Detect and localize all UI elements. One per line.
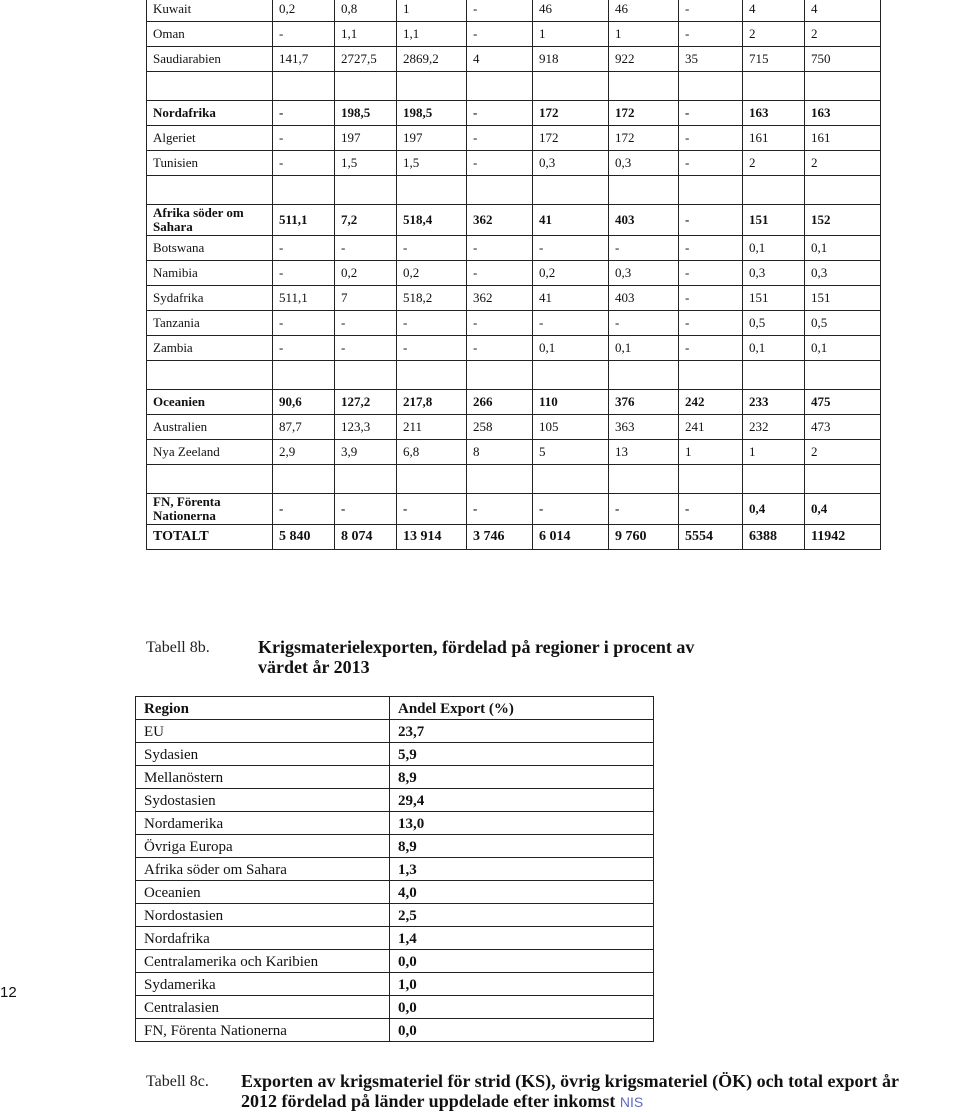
value-cell: 161 xyxy=(743,126,805,151)
value-cell: 258 xyxy=(467,415,533,440)
table-row xyxy=(136,881,654,904)
value-cell: 7 xyxy=(335,286,397,311)
value-cell: 151 xyxy=(743,205,805,236)
empty-cell xyxy=(467,176,533,205)
share-cell: 4,0 xyxy=(390,881,654,904)
value-cell: 0,2 xyxy=(533,261,609,286)
value-cell: - xyxy=(609,236,679,261)
region-cell: Nordafrika xyxy=(147,101,273,126)
table-row xyxy=(136,996,654,1019)
value-cell: 6388 xyxy=(743,525,805,550)
share-cell: 0,0 xyxy=(390,950,654,973)
region-cell: Zambia xyxy=(147,336,273,361)
value-cell: 211 xyxy=(397,415,467,440)
caption-table-8b xyxy=(146,637,706,681)
caption-table-8c xyxy=(146,1071,906,1111)
value-cell: 2 xyxy=(743,22,805,47)
empty-cell xyxy=(679,465,743,494)
table-row xyxy=(147,415,881,440)
value-cell: 2 xyxy=(805,22,881,47)
spacer-row xyxy=(147,361,881,390)
region-cell: Sydafrika xyxy=(147,286,273,311)
value-cell: 7,2 xyxy=(335,205,397,236)
value-cell: - xyxy=(609,311,679,336)
value-cell: 8 074 xyxy=(335,525,397,550)
value-cell: 1,5 xyxy=(397,151,467,176)
empty-cell xyxy=(679,361,743,390)
value-cell: 0,4 xyxy=(743,494,805,525)
table-row xyxy=(136,904,654,927)
value-cell: 172 xyxy=(533,101,609,126)
value-cell: - xyxy=(679,286,743,311)
value-cell: - xyxy=(273,101,335,126)
value-cell: 5 840 xyxy=(273,525,335,550)
empty-cell xyxy=(335,361,397,390)
empty-cell xyxy=(743,176,805,205)
value-cell: - xyxy=(679,336,743,361)
table-row xyxy=(147,47,881,72)
value-cell: 0,2 xyxy=(335,261,397,286)
table-row xyxy=(147,151,881,176)
empty-cell xyxy=(397,176,467,205)
region-cell: Tunisien xyxy=(147,151,273,176)
value-cell: 1 xyxy=(609,22,679,47)
value-cell: - xyxy=(609,494,679,525)
share-cell: 1,3 xyxy=(390,858,654,881)
value-cell: 715 xyxy=(743,47,805,72)
empty-cell xyxy=(335,176,397,205)
value-cell: 152 xyxy=(805,205,881,236)
table-row xyxy=(136,950,654,973)
table-row xyxy=(136,835,654,858)
value-cell: - xyxy=(273,126,335,151)
value-cell: 362 xyxy=(467,286,533,311)
value-cell: - xyxy=(273,336,335,361)
value-cell: 232 xyxy=(743,415,805,440)
value-cell: - xyxy=(335,236,397,261)
value-cell: 1,5 xyxy=(335,151,397,176)
table-row xyxy=(136,927,654,950)
region-cell: Afrika söder om Sahara xyxy=(136,858,390,881)
empty-cell xyxy=(805,465,881,494)
value-cell: 5 xyxy=(533,440,609,465)
region-cell: FN, Förenta Nationerna xyxy=(136,1019,390,1042)
empty-cell xyxy=(273,465,335,494)
value-cell: 2 xyxy=(805,440,881,465)
value-cell: 2 xyxy=(743,151,805,176)
table-row xyxy=(147,22,881,47)
value-cell: 0,3 xyxy=(743,261,805,286)
table-row xyxy=(147,311,881,336)
value-cell: 163 xyxy=(805,101,881,126)
empty-cell xyxy=(273,72,335,101)
value-cell: 110 xyxy=(533,390,609,415)
region-cell: Algeriet xyxy=(147,126,273,151)
value-cell: 3,9 xyxy=(335,440,397,465)
share-cell: 13,0 xyxy=(390,812,654,835)
value-cell: - xyxy=(533,311,609,336)
table-row xyxy=(147,336,881,361)
value-cell: 41 xyxy=(533,205,609,236)
share-cell: 29,4 xyxy=(390,789,654,812)
value-cell: 0,2 xyxy=(273,0,335,22)
value-cell: - xyxy=(679,22,743,47)
value-cell: - xyxy=(679,126,743,151)
value-cell: 1 xyxy=(743,440,805,465)
table-row xyxy=(136,743,654,766)
share-cell: 2,5 xyxy=(390,904,654,927)
value-cell: 242 xyxy=(679,390,743,415)
value-cell: - xyxy=(679,261,743,286)
region-cell: Nordostasien xyxy=(136,904,390,927)
empty-cell xyxy=(397,72,467,101)
column-header: Region xyxy=(136,697,390,720)
value-cell: 0,4 xyxy=(805,494,881,525)
table-row xyxy=(136,720,654,743)
region-cell: Sydostasien xyxy=(136,789,390,812)
empty-cell xyxy=(147,72,273,101)
value-cell: 4 xyxy=(805,0,881,22)
value-cell: 2,9 xyxy=(273,440,335,465)
value-cell: - xyxy=(397,311,467,336)
value-cell: 922 xyxy=(609,47,679,72)
value-cell: 163 xyxy=(743,101,805,126)
value-cell: - xyxy=(335,494,397,525)
empty-cell xyxy=(609,361,679,390)
value-cell: 0,5 xyxy=(743,311,805,336)
value-cell: - xyxy=(335,311,397,336)
value-cell: 362 xyxy=(467,205,533,236)
value-cell: 2 xyxy=(805,151,881,176)
value-cell: 266 xyxy=(467,390,533,415)
empty-cell xyxy=(679,176,743,205)
value-cell: 3 746 xyxy=(467,525,533,550)
value-cell: 918 xyxy=(533,47,609,72)
value-cell: - xyxy=(467,126,533,151)
value-cell: 217,8 xyxy=(397,390,467,415)
value-cell: 475 xyxy=(805,390,881,415)
table-row xyxy=(136,812,654,835)
value-cell: 0,8 xyxy=(335,0,397,22)
value-cell: 0,3 xyxy=(533,151,609,176)
share-cell: 8,9 xyxy=(390,766,654,789)
caption-body: Exporten av krigsmateriel för strid (KS), övrig krigsmateriel (ÖK) och total export år 2012 fördelad på länder uppdelade efter inkomst xyxy=(241,1071,899,1111)
value-cell: - xyxy=(679,151,743,176)
value-cell: - xyxy=(467,151,533,176)
value-cell: 90,6 xyxy=(273,390,335,415)
value-cell: 198,5 xyxy=(335,101,397,126)
value-cell: - xyxy=(679,0,743,22)
caption-label: Tabell 8c. xyxy=(146,1073,209,1090)
share-cell: 0,0 xyxy=(390,996,654,1019)
value-cell: 87,7 xyxy=(273,415,335,440)
empty-cell xyxy=(397,361,467,390)
caption-text xyxy=(241,1071,901,1112)
region-cell: Kuwait xyxy=(147,0,273,22)
value-cell: - xyxy=(533,236,609,261)
value-cell: 172 xyxy=(609,101,679,126)
value-cell: 2869,2 xyxy=(397,47,467,72)
value-cell: 9 760 xyxy=(609,525,679,550)
value-cell: - xyxy=(273,236,335,261)
value-cell: 198,5 xyxy=(397,101,467,126)
value-cell: - xyxy=(273,22,335,47)
region-cell: Namibia xyxy=(147,261,273,286)
value-cell: - xyxy=(467,0,533,22)
region-cell: Centralasien xyxy=(136,996,390,1019)
value-cell: 151 xyxy=(743,286,805,311)
empty-cell xyxy=(609,176,679,205)
export-by-country-table xyxy=(146,0,881,550)
value-cell: 0,3 xyxy=(609,261,679,286)
value-cell: 403 xyxy=(609,205,679,236)
value-cell: 0,1 xyxy=(805,336,881,361)
value-cell: 35 xyxy=(679,47,743,72)
value-cell: 46 xyxy=(609,0,679,22)
page-number: 12 xyxy=(0,984,17,1001)
value-cell: - xyxy=(273,311,335,336)
caption-label: Tabell 8b. xyxy=(146,639,210,656)
share-cell: 8,9 xyxy=(390,835,654,858)
value-cell: 403 xyxy=(609,286,679,311)
spacer-row xyxy=(147,465,881,494)
value-cell: 197 xyxy=(397,126,467,151)
table-row xyxy=(147,494,881,525)
value-cell: 5554 xyxy=(679,525,743,550)
empty-cell xyxy=(147,361,273,390)
caption-text: Krigsmaterielexporten, fördelad på regioner i procent av värdet år 2013 xyxy=(258,637,695,677)
table-row xyxy=(136,1019,654,1042)
table-row xyxy=(147,205,881,236)
region-cell: Sydasien xyxy=(136,743,390,766)
value-cell: 141,7 xyxy=(273,47,335,72)
value-cell: 511,1 xyxy=(273,205,335,236)
empty-cell xyxy=(273,361,335,390)
region-cell: Botswana xyxy=(147,236,273,261)
table-row xyxy=(136,858,654,881)
value-cell: - xyxy=(679,311,743,336)
table-row xyxy=(136,973,654,996)
table-row xyxy=(136,766,654,789)
region-cell: TOTALT xyxy=(147,525,273,550)
empty-cell xyxy=(805,176,881,205)
column-header: Andel Export (%) xyxy=(390,697,654,720)
value-cell: 0,1 xyxy=(533,336,609,361)
table-row xyxy=(147,525,881,550)
value-cell: - xyxy=(467,22,533,47)
value-cell: - xyxy=(679,205,743,236)
value-cell: 4 xyxy=(743,0,805,22)
value-cell: - xyxy=(273,494,335,525)
table-row xyxy=(147,261,881,286)
value-cell: 1,1 xyxy=(335,22,397,47)
value-cell: 197 xyxy=(335,126,397,151)
region-cell: Oceanien xyxy=(136,881,390,904)
share-cell: 0,0 xyxy=(390,1019,654,1042)
value-cell: 105 xyxy=(533,415,609,440)
value-cell: 172 xyxy=(533,126,609,151)
share-cell: 1,4 xyxy=(390,927,654,950)
value-cell: - xyxy=(467,261,533,286)
region-cell: EU xyxy=(136,720,390,743)
table-row xyxy=(147,126,881,151)
empty-cell xyxy=(805,72,881,101)
value-cell: 161 xyxy=(805,126,881,151)
value-cell: 518,2 xyxy=(397,286,467,311)
region-cell: Saudiarabien xyxy=(147,47,273,72)
region-share-table xyxy=(135,696,654,1042)
value-cell: 8 xyxy=(467,440,533,465)
region-cell: Nordamerika xyxy=(136,812,390,835)
share-cell: 1,0 xyxy=(390,973,654,996)
empty-cell xyxy=(743,72,805,101)
value-cell: 241 xyxy=(679,415,743,440)
value-cell: - xyxy=(679,494,743,525)
value-cell: 151 xyxy=(805,286,881,311)
region-cell: Nordafrika xyxy=(136,927,390,950)
region-cell: Tanzania xyxy=(147,311,273,336)
empty-cell xyxy=(147,465,273,494)
value-cell: - xyxy=(335,336,397,361)
region-cell: FN, Förenta Nationerna xyxy=(147,494,273,525)
value-cell: 511,1 xyxy=(273,286,335,311)
empty-cell xyxy=(533,72,609,101)
value-cell: 376 xyxy=(609,390,679,415)
value-cell: 46 xyxy=(533,0,609,22)
table-row xyxy=(147,0,881,22)
table-header-row xyxy=(136,697,654,720)
value-cell: 0,1 xyxy=(805,236,881,261)
empty-cell xyxy=(397,465,467,494)
share-cell: 5,9 xyxy=(390,743,654,766)
value-cell: 1 xyxy=(397,0,467,22)
value-cell: - xyxy=(467,336,533,361)
table-row xyxy=(147,236,881,261)
value-cell: 1,1 xyxy=(397,22,467,47)
value-cell: 172 xyxy=(609,126,679,151)
value-cell: - xyxy=(467,236,533,261)
empty-cell xyxy=(147,176,273,205)
empty-cell xyxy=(533,176,609,205)
value-cell: 0,5 xyxy=(805,311,881,336)
empty-cell xyxy=(609,72,679,101)
value-cell: 127,2 xyxy=(335,390,397,415)
value-cell: 6 014 xyxy=(533,525,609,550)
value-cell: 0,2 xyxy=(397,261,467,286)
value-cell: 4 xyxy=(467,47,533,72)
table-row xyxy=(136,789,654,812)
value-cell: 233 xyxy=(743,390,805,415)
empty-cell xyxy=(467,361,533,390)
empty-cell xyxy=(467,465,533,494)
value-cell: - xyxy=(467,311,533,336)
region-cell: Oceanien xyxy=(147,390,273,415)
table-row xyxy=(147,390,881,415)
table-row xyxy=(147,101,881,126)
value-cell: - xyxy=(467,494,533,525)
empty-cell xyxy=(743,465,805,494)
value-cell: 6,8 xyxy=(397,440,467,465)
value-cell: - xyxy=(467,101,533,126)
share-cell: 23,7 xyxy=(390,720,654,743)
value-cell: - xyxy=(679,101,743,126)
value-cell: 11942 xyxy=(805,525,881,550)
region-cell: Sydamerika xyxy=(136,973,390,996)
region-cell: Övriga Europa xyxy=(136,835,390,858)
spacer-row xyxy=(147,72,881,101)
value-cell: - xyxy=(397,494,467,525)
value-cell: - xyxy=(679,236,743,261)
value-cell: - xyxy=(397,336,467,361)
value-cell: 2727,5 xyxy=(335,47,397,72)
value-cell: 0,3 xyxy=(609,151,679,176)
empty-cell xyxy=(273,176,335,205)
empty-cell xyxy=(743,361,805,390)
empty-cell xyxy=(609,465,679,494)
value-cell: 41 xyxy=(533,286,609,311)
spacer-row xyxy=(147,176,881,205)
table-row xyxy=(147,440,881,465)
value-cell: 0,3 xyxy=(805,261,881,286)
value-cell: 0,1 xyxy=(743,236,805,261)
nis-tag: NIS xyxy=(619,1094,644,1110)
value-cell: - xyxy=(533,494,609,525)
region-cell: Oman xyxy=(147,22,273,47)
value-cell: 750 xyxy=(805,47,881,72)
value-cell: 0,1 xyxy=(609,336,679,361)
empty-cell xyxy=(533,465,609,494)
empty-cell xyxy=(335,465,397,494)
value-cell: 1 xyxy=(533,22,609,47)
empty-cell xyxy=(335,72,397,101)
region-cell: Australien xyxy=(147,415,273,440)
empty-cell xyxy=(679,72,743,101)
value-cell: - xyxy=(273,151,335,176)
region-cell: Centralamerika och Karibien xyxy=(136,950,390,973)
empty-cell xyxy=(805,361,881,390)
value-cell: 473 xyxy=(805,415,881,440)
value-cell: 0,1 xyxy=(743,336,805,361)
value-cell: - xyxy=(397,236,467,261)
value-cell: 123,3 xyxy=(335,415,397,440)
value-cell: 13 xyxy=(609,440,679,465)
value-cell: 1 xyxy=(679,440,743,465)
empty-cell xyxy=(467,72,533,101)
value-cell: 363 xyxy=(609,415,679,440)
table-row xyxy=(147,286,881,311)
region-cell: Nya Zeeland xyxy=(147,440,273,465)
value-cell: - xyxy=(273,261,335,286)
region-cell: Mellanöstern xyxy=(136,766,390,789)
region-cell: Afrika söder om Sahara xyxy=(147,205,273,236)
value-cell: 13 914 xyxy=(397,525,467,550)
value-cell: 518,4 xyxy=(397,205,467,236)
empty-cell xyxy=(533,361,609,390)
